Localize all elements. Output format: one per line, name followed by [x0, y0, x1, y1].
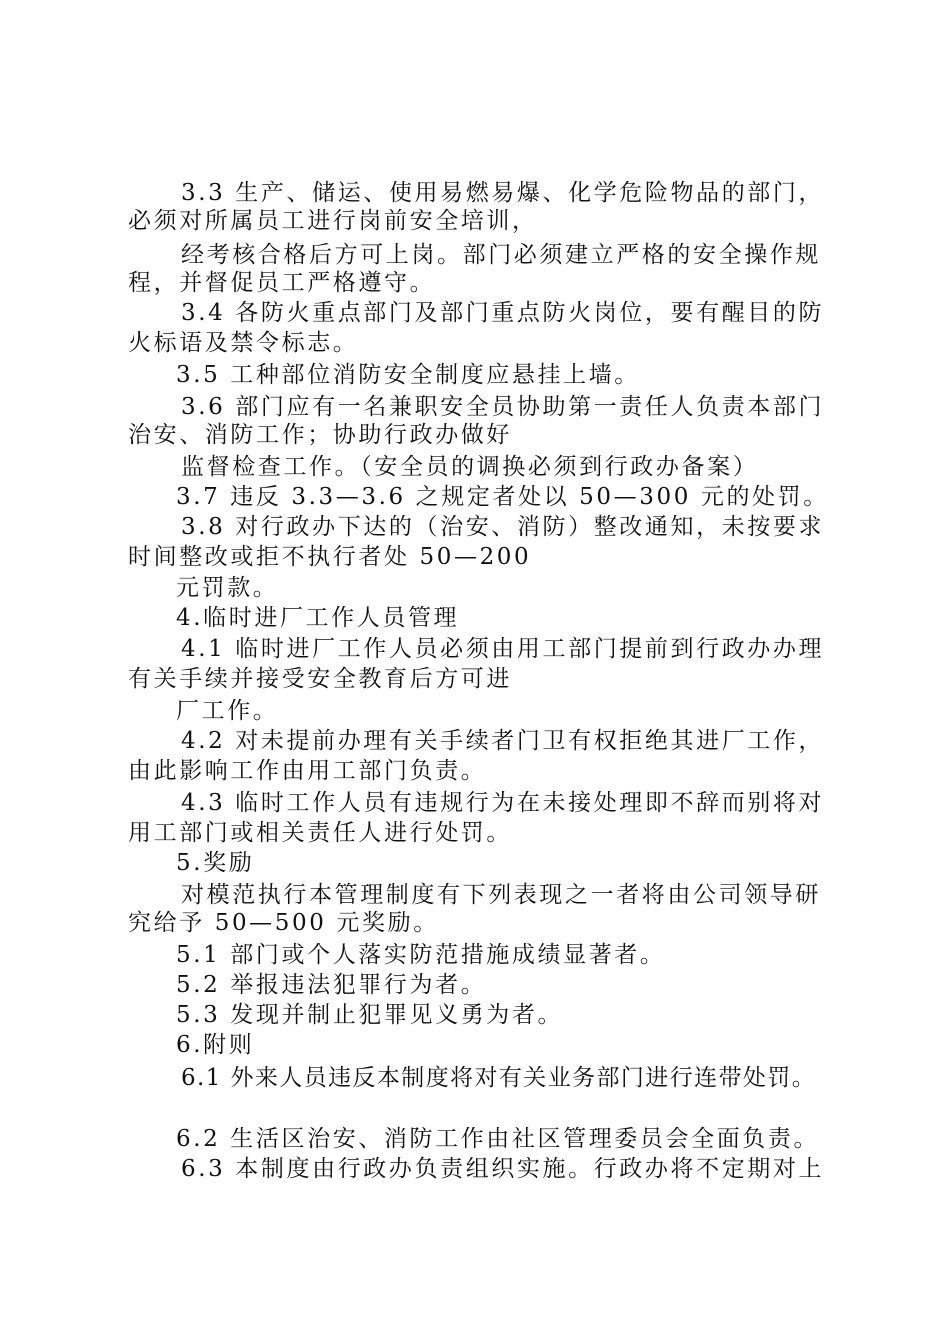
text-line: 3.8 对行政办下达的（治安、消防）整改通知，未按要求 — [181, 514, 825, 540]
text-line: 5.2 举报违法犯罪行为者。 — [176, 972, 487, 998]
text-line: 3.3 生产、储运、使用易燃易爆、化学危险物品的部门， — [181, 180, 825, 206]
section-heading: 5.奖励 — [176, 850, 255, 876]
text-line: 5.3 发现并制止犯罪见义勇为者。 — [176, 1002, 564, 1028]
text-line: 治安、消防工作；协助行政办做好 — [128, 422, 512, 448]
text-line: 3.7 违反 3.3—3.6 之规定者处以 50—300 元的处罚。 — [176, 484, 829, 510]
text-line: 3.6 部门应有一名兼职安全员协助第一责任人负责本部门 — [181, 394, 825, 420]
text-line: 用工部门或相关责任人进行处罚。 — [128, 820, 512, 846]
text-line: 3.5 工种部位消防安全制度应悬挂上墙。 — [176, 362, 640, 388]
text-line: 由此影响工作由用工部门负责。 — [128, 758, 487, 784]
text-line: 必须对所属员工进行岗前安全培训， — [128, 208, 538, 234]
text-line: 时间整改或拒不执行者处 50—200 — [128, 544, 532, 570]
text-line: 监督检查工作。（安全员的调换必须到行政办备案） — [181, 454, 759, 480]
text-line: 究给予 50—500 元奖励。 — [128, 910, 439, 936]
text-line: 元罚款。 — [176, 575, 279, 601]
text-line: 4.1 临时进厂工作人员必须由用工部门提前到行政办办理 — [181, 636, 825, 662]
text-line: 3.4 各防火重点部门及部门重点防火岗位，要有醒目的防 — [181, 300, 825, 326]
text-line: 6.2 生活区治安、消防工作由社区管理委员会全面负责。 — [176, 1126, 820, 1152]
text-line: 6.1 外来人员违反本制度将对有关业务部门进行连带处罚。 — [181, 1065, 817, 1091]
text-line: 厂工作。 — [176, 698, 279, 724]
text-line: 5.1 部门或个人落实防范措施成绩显著者。 — [176, 942, 666, 968]
text-line: 火标语及禁令标志。 — [128, 330, 359, 356]
text-line: 程，并督促员工严格遵守。 — [128, 270, 436, 296]
section-heading: 6.附则 — [176, 1032, 255, 1058]
text-line: 6.3 本制度由行政办负责组织实施。行政办将不定期对上 — [181, 1156, 825, 1182]
text-line: 4.3 临时工作人员有违规行为在未接处理即不辞而别将对 — [181, 790, 825, 816]
text-line: 4.2 对未提前办理有关手续者门卫有权拒绝其进厂工作， — [181, 728, 825, 754]
text-line: 有关手续并接受安全教育后方可进 — [128, 666, 512, 692]
section-heading: 4.临时进厂工作人员管理 — [176, 605, 460, 631]
text-line: 经考核合格后方可上岗。部门必须建立严格的安全操作规 — [181, 242, 821, 268]
text-line: 对模范执行本管理制度有下列表现之一者将由公司领导研 — [181, 882, 821, 908]
